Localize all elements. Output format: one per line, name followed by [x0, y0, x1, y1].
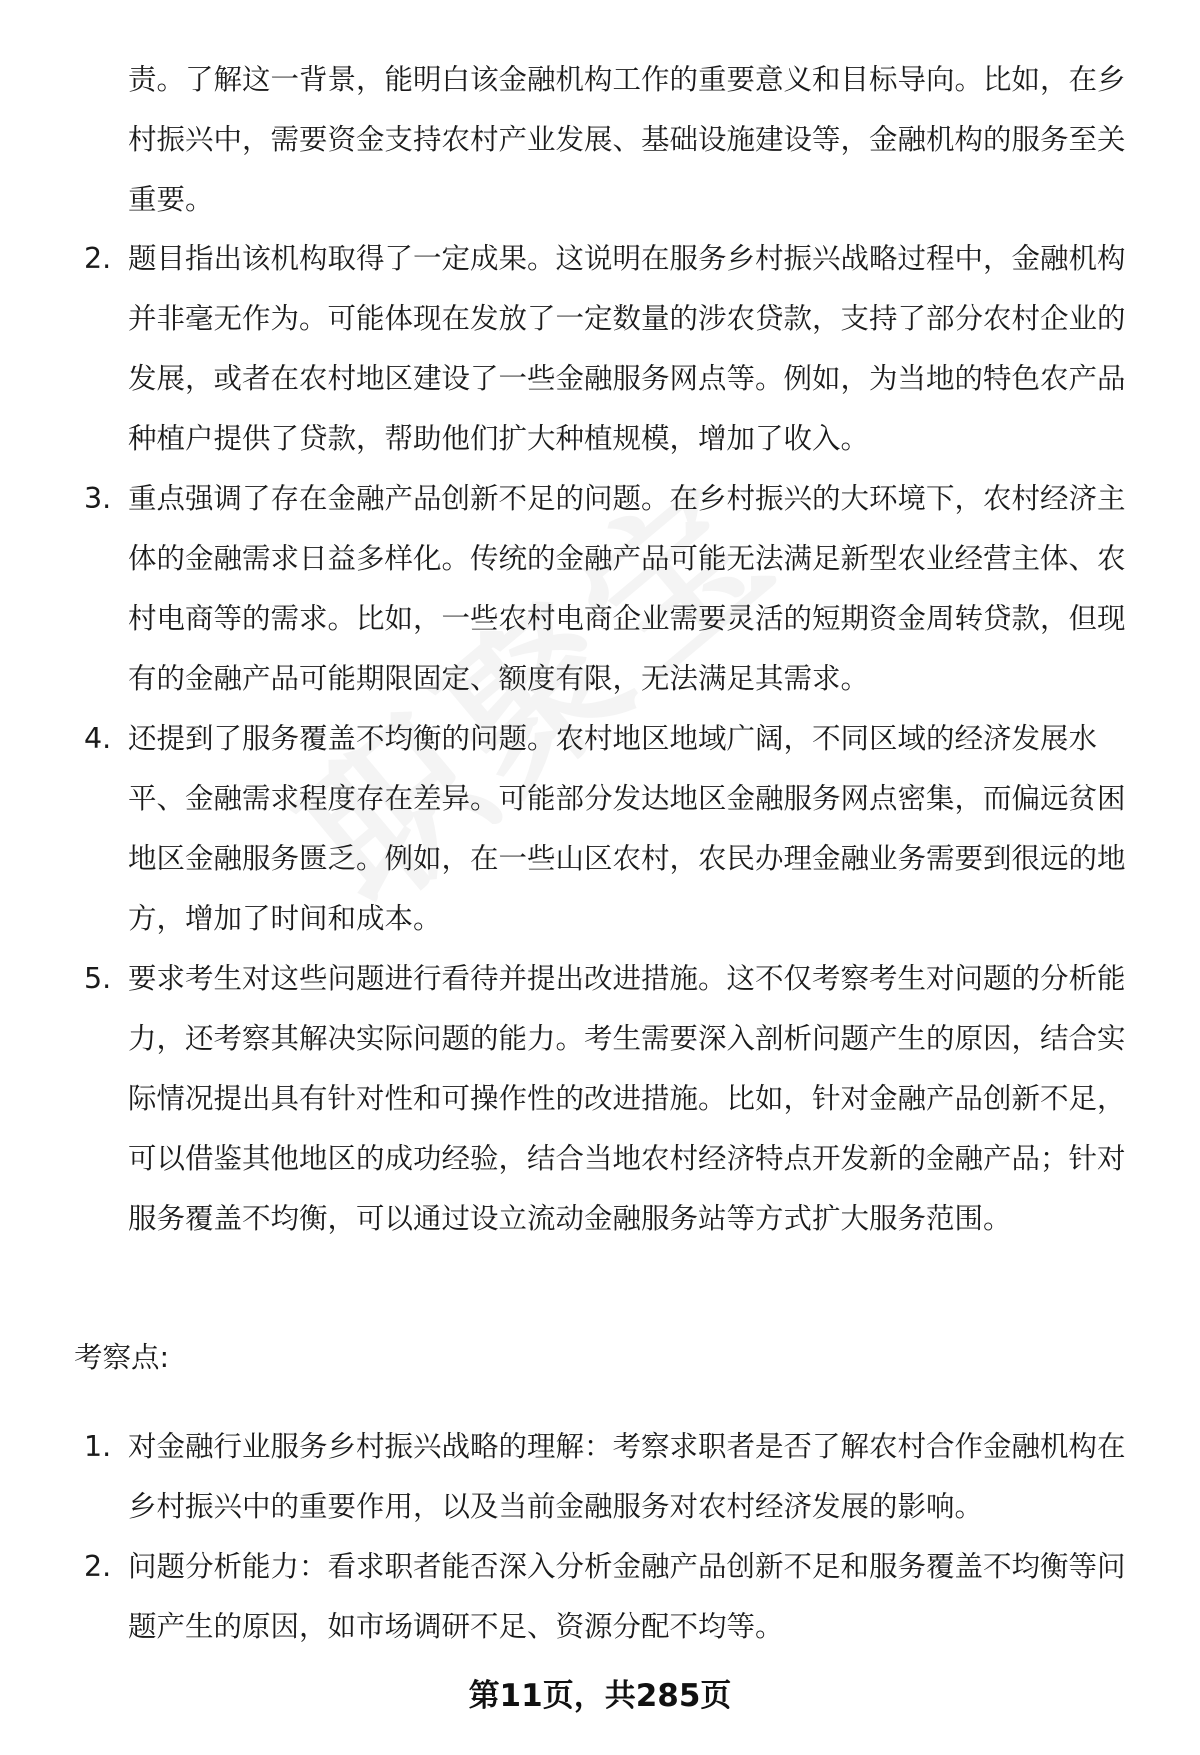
list-item	[84, 709, 1138, 949]
list-text: 重点强调了存在金融产品创新不足的问题。在乡村振兴的大环境下，农村经济主体的金融需求日益多样化。传统的金融产品可能无法满足新型农业经营主体、农村电商等的需求。比如，一些农村电商企业需要灵活的短期资金周转贷款，但现有的金融产品可能期限固定、额度有限，无法满足其需求。	[128, 482, 1126, 695]
list-text: 还提到了服务覆盖不均衡的问题。农村地区地域广阔，不同区域的经济发展水平、金融需求程度存在差异。可能部分发达地区金融服务网点密集，而偏远贫困地区金融服务匮乏。例如，在一些山区农村，农民办理金融业务需要到很远的地方，增加了时间和成本。	[128, 722, 1126, 935]
intro-paragraph: 责。了解这一背景，能明白该金融机构工作的重要意义和目标导向。比如，在乡村振兴中，需要资金支持农村产业发展、基础设施建设等，金融机构的服务至关重要。	[128, 63, 1126, 216]
list-item	[84, 229, 1138, 469]
list-number: 4.	[84, 722, 112, 755]
points-list	[84, 1417, 1138, 1657]
list-text: 对金融行业服务乡村振兴战略的理解：考察求职者是否了解农村合作金融机构在乡村振兴中的重要作用，以及当前金融服务对农村经济发展的影响。	[128, 1430, 1126, 1523]
list-text: 要求考生对这些问题进行看待并提出改进措施。这不仅考察考生对问题的分析能力，还考察其解决实际问题的能力。考生需要深入剖析问题产生的原因，结合实际情况提出具有针对性和可操作性的改进措施。比如，针对金融产品创新不足，可以借鉴其他地区的成功经验，结合当地农村经济特点开发新的金融产品；针对服务覆盖不均衡，可以通过设立流动金融服务站等方式扩大服务范围。	[128, 962, 1126, 1235]
list-item	[84, 469, 1138, 709]
list-text: 问题分析能力：看求职者能否深入分析金融产品创新不足和服务覆盖不均衡等问题产生的原因，如市场调研不足、资源分配不均等。	[128, 1550, 1126, 1643]
page-footer: 第11页，共285页	[468, 1678, 732, 1714]
list-item	[84, 1417, 1138, 1537]
list-number: 5.	[84, 962, 112, 995]
list-item	[84, 1537, 1138, 1657]
list-number: 3.	[84, 482, 112, 515]
main-list	[84, 229, 1138, 1249]
list-number: 2.	[84, 1550, 112, 1583]
list-number: 1.	[84, 1430, 112, 1463]
section-heading: 考察点:	[74, 1341, 170, 1374]
list-text: 题目指出该机构取得了一定成果。这说明在服务乡村振兴战略过程中，金融机构并非毫无作为。可能体现在发放了一定数量的涉农贷款，支持了部分农村企业的发展，或者在农村地区建设了一些金融服务网点等。例如，为当地的特色农产品种植户提供了贷款，帮助他们扩大种植规模，增加了收入。	[128, 242, 1126, 455]
list-item	[84, 949, 1138, 1249]
list-number: 2.	[84, 242, 112, 275]
